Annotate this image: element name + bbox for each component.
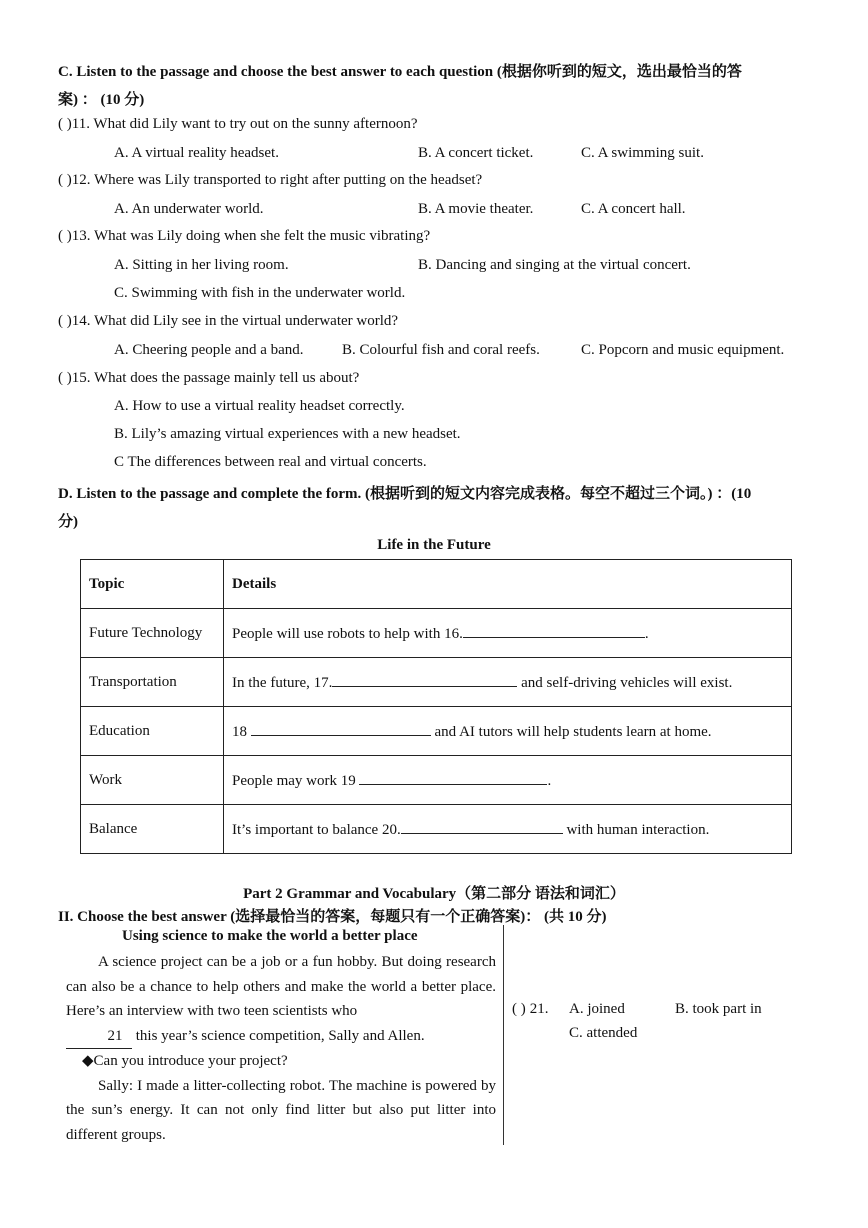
- question-text: 11. What did Lily want to try out on the sunny afternoon?: [71, 116, 418, 132]
- header-topic: Topic: [81, 560, 224, 609]
- answer-paren[interactable]: ( ): [58, 172, 72, 188]
- question-15: [58, 370, 359, 387]
- option-c: C The differences between real and virtual concerts.: [114, 454, 427, 470]
- option-b: B. Colourful fish and coral reefs.: [342, 342, 540, 358]
- answer-blank-20[interactable]: [401, 819, 563, 834]
- topic-cell: Balance: [81, 805, 224, 854]
- option-a: A. A virtual reality headset.: [114, 145, 279, 161]
- answer-blank-16[interactable]: [463, 623, 645, 638]
- details-text: People may work 19: [232, 773, 360, 789]
- details-cell: [224, 756, 792, 805]
- option-b: B. A movie theater.: [418, 201, 534, 217]
- column-divider: [503, 925, 504, 1145]
- option-a: A. Sitting in her living room.: [114, 257, 289, 273]
- details-text-end: with human interaction.: [562, 822, 710, 838]
- form-row: [81, 805, 792, 854]
- details-text-end: and self-driving vehicles will exist.: [517, 675, 733, 691]
- future-life-form: [80, 559, 792, 854]
- details-text: 18: [232, 724, 251, 740]
- question-12: [58, 172, 482, 189]
- option-c: C. Swimming with fish in the underwater world.: [114, 285, 406, 301]
- details-cell: [224, 609, 792, 658]
- passage-title: Using science to make the world a better place: [122, 928, 418, 944]
- question-13: [58, 228, 430, 245]
- details-text-end: .: [644, 626, 649, 642]
- option-c: C. attended: [569, 1025, 638, 1041]
- answer-blank-21[interactable]: [66, 1024, 132, 1050]
- details-cell: [224, 707, 792, 756]
- section-d-heading-cont: 分): [58, 514, 78, 530]
- topic-cell: Future Technology: [81, 609, 224, 658]
- details-cell: [224, 805, 792, 854]
- form-header-row: [81, 560, 792, 609]
- option-c: C. Popcorn and music equipment.: [581, 342, 785, 358]
- answer-paren[interactable]: ( ): [58, 370, 72, 386]
- part2-instruction: II. Choose the best answer (选择最恰当的答案，每题只有一个正确答案)： (共 10 分): [58, 909, 607, 925]
- topic-cell: Transportation: [81, 658, 224, 707]
- option-c: C. A concert hall.: [581, 201, 686, 217]
- passage-paragraph: Sally: I made a litter-collecting robot. The machine is powered by the sun’s energy. It can not only find litter but also put litter into different groups.: [66, 1077, 496, 1143]
- option-a: A. Cheering people and a band.: [114, 342, 304, 358]
- question-14: [58, 313, 398, 330]
- question-text: 14. What did Lily see in the virtual underwater world?: [71, 313, 399, 329]
- details-text-end: .: [547, 773, 552, 789]
- answer-blank-19[interactable]: [359, 770, 547, 785]
- answer-blank-17[interactable]: [332, 672, 517, 687]
- answer-blank-18[interactable]: [251, 721, 431, 736]
- form-row: [81, 609, 792, 658]
- option-b: B. A concert ticket.: [418, 145, 534, 161]
- option-a: A. An underwater world.: [114, 201, 264, 217]
- option-a: A. joined: [569, 1001, 625, 1017]
- section-d-heading: D. Listen to the passage and complete the form. (根据听到的短文内容完成表格。每空不超过三个词。) ：(10: [58, 486, 752, 502]
- paragraph-text: this year’s science competition, Sally and Allen.: [132, 1027, 425, 1044]
- question-number: 21.: [529, 1001, 549, 1017]
- passage-paragraph: [66, 950, 496, 1049]
- details-cell: [224, 658, 792, 707]
- form-row: [81, 756, 792, 805]
- form-title: Life in the Future: [377, 537, 491, 553]
- question-text: 13. What was Lily doing when she felt the music vibrating?: [71, 228, 431, 244]
- part2-title: Part 2 Grammar and Vocabulary（第二部分 语法和词汇）: [243, 886, 625, 902]
- option-b: B. took part in: [675, 1001, 762, 1017]
- section-c-heading: C. Listen to the passage and choose the best answer to each question (根据你听到的短文，选出最恰当的答: [58, 64, 742, 80]
- answer-paren[interactable]: ( ): [512, 1001, 526, 1017]
- section-c-heading-cont: 案) ： (10 分): [58, 92, 145, 108]
- interview-question: ◆Can you introduce your project?: [82, 1053, 288, 1069]
- option-b: B. Lily’s amazing virtual experiences with a new headset.: [114, 426, 461, 442]
- question-11: [58, 116, 418, 133]
- details-text: People will use robots to help with 16.: [232, 626, 463, 642]
- option-a: A. How to use a virtual reality headset correctly.: [114, 398, 405, 414]
- passage-body: [66, 950, 496, 1147]
- header-details: Details: [224, 560, 792, 609]
- answer-paren[interactable]: ( ): [58, 116, 72, 132]
- answer-paren[interactable]: ( ): [58, 228, 72, 244]
- form-row: [81, 658, 792, 707]
- details-text-end: and AI tutors will help students learn at home.: [430, 724, 712, 740]
- paragraph-text: A science project can be a job or a fun hobby. But doing research can also be a chance to help others and make the world a better place. Here’s an interview with two teen scientists who: [66, 954, 496, 1019]
- details-text: In the future, 17.: [232, 675, 333, 691]
- topic-cell: Education: [81, 707, 224, 756]
- option-c: C. A swimming suit.: [581, 145, 704, 161]
- blank-number: 21: [107, 1027, 123, 1044]
- question-text: 12. Where was Lily transported to right after putting on the headset?: [71, 172, 483, 188]
- answer-paren[interactable]: ( ): [58, 313, 72, 329]
- form-row: [81, 707, 792, 756]
- details-text: It’s important to balance 20.: [232, 822, 401, 838]
- question-text: 15. What does the passage mainly tell us about?: [71, 370, 360, 386]
- option-b: B. Dancing and singing at the virtual concert.: [418, 257, 691, 273]
- question-21: [512, 1001, 549, 1018]
- topic-cell: Work: [81, 756, 224, 805]
